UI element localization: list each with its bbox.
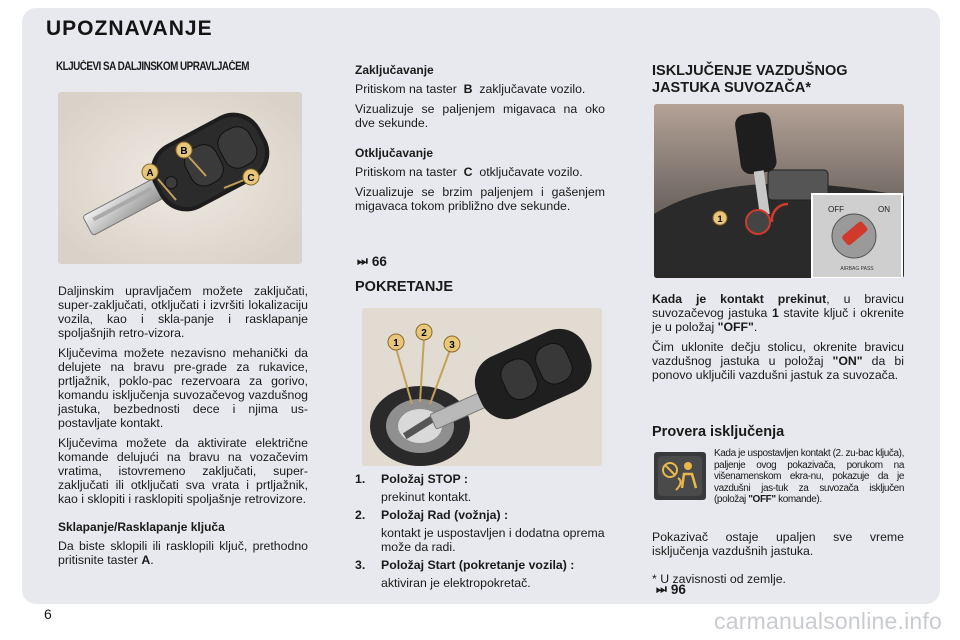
unlock-visual-text: Vizualizuje se brzim paljenjem i gašenjem migavaca tokom približno dve sekunde. bbox=[355, 185, 605, 213]
lock-heading: Zaključavanje bbox=[355, 63, 434, 77]
fold-key-heading: Sklapanje/Rasklapanje ključa bbox=[58, 520, 225, 534]
airbag-lock-label: 1 bbox=[717, 214, 723, 224]
airbag-off-instructions: Kada je kontakt prekinut, u bravicu suvozačevog jastuka 1 stavite ključ i okrenite je u položaj "OFF". bbox=[652, 292, 905, 334]
indicator-text: Pokazivač ostaje upaljen sve vreme isključenja vazdušnih jastuka. bbox=[652, 530, 904, 558]
start-heading: POKRETANJE bbox=[355, 279, 454, 295]
watermark: carmanualsonline.info bbox=[714, 608, 942, 634]
fold-key-button-ref: A bbox=[141, 553, 151, 567]
unlock-button-ref: C bbox=[463, 165, 473, 179]
airbag-heading: ISKLJUČENJE VAZDUŠNOG JASTUKA SUVOZAČA* bbox=[652, 63, 848, 96]
list-item: 1. Položaj STOP : prekinut kontakt. bbox=[355, 472, 472, 504]
unlock-heading: Otključavanje bbox=[355, 146, 434, 160]
double-arrow-icon: ⏭ bbox=[656, 582, 667, 596]
ignition-image bbox=[362, 308, 602, 466]
list-item: 2. Položaj Rad (vožnja) : kontakt je uspostavljen i dodatna oprema može da radi. bbox=[355, 508, 605, 554]
footnote: * U zavisnosti od zemlje. bbox=[652, 572, 786, 586]
check-section bbox=[652, 424, 904, 441]
page-number: 6 bbox=[44, 606, 52, 622]
indicator-text-block bbox=[652, 530, 904, 592]
ignition-label-3: 3 bbox=[449, 340, 455, 351]
airbag-section bbox=[652, 63, 892, 97]
key-label-a: A bbox=[146, 168, 154, 179]
keys-mechanical-text: Ključevima možete nezavisno mehanički da delujete na bravu pre-grade za rukavice, prtljažnik, poklo-pac rezervoara za gorivo, komandu isključenja suvozačevog vazdušnog jastuka, bezbednosti dece i njima us-postavljate kontakt. bbox=[58, 346, 308, 430]
left-column bbox=[58, 284, 308, 573]
key-label-c: C bbox=[247, 173, 255, 184]
list-item: 3. Položaj Start (pokretanje vozila) : aktiviran je elektropokretač. bbox=[355, 558, 575, 590]
ignition-label-2: 2 bbox=[421, 328, 427, 339]
check-heading: Provera isključenja bbox=[652, 424, 785, 440]
start-section bbox=[355, 279, 605, 296]
airbag-warning-icon bbox=[654, 452, 706, 500]
airbag-on-label: ON bbox=[878, 205, 890, 214]
section-heading-keys: KLJUČEVI SA DALJINSKOM UPRAVLJAČEM bbox=[56, 61, 249, 73]
airbag-switch-image bbox=[654, 104, 904, 278]
page-reference-66[interactable]: ⏭ 66 bbox=[357, 254, 387, 269]
remote-intro-text: Daljinskim upravljačem možete zaključati, super-zaključati, otključati i izvršiti lokalizaciju vozila, kao i skla-panje i rasklapanje spoljašnjih retro-vizora. bbox=[58, 284, 308, 340]
keys-electric-text: Ključevima možete da aktivirate električne komande delujući na bravu na vozačevim vratima, istovremeno zaključati, super-zaključati ili otključati sva vrata i prtljažnik, kao i sklopiti i rasklopiti spoljašnje retrovizore. bbox=[58, 436, 308, 506]
remote-key-image bbox=[58, 92, 302, 264]
airbag-pass-label: AIRBAG PASS bbox=[840, 266, 874, 272]
lock-button-ref: B bbox=[463, 82, 473, 96]
page-title: UPOZNAVANJE bbox=[46, 17, 213, 40]
airbag-on-instructions: Čim uklonite dečju stolicu, okrenite bravicu vazdušnog jastuka u položaj "ON" da bi ponovo uključili vazdušni jastuk za suvozača. bbox=[652, 340, 904, 382]
airbag-off-label: OFF bbox=[828, 205, 844, 214]
unlock-text: Pritiskom na taster C otključavate vozilo. bbox=[355, 165, 583, 179]
right-column bbox=[652, 292, 904, 388]
check-note: Kada je uspostavljen kontakt (2. zu-bac ključa), paljenje ovog pokazivača, porukom na višenamenskom ekra-nu, pokazuje da je vazdušni jas-tuk za suvozača isključen (položaj "OFF" komande). bbox=[714, 448, 904, 505]
ignition-positions bbox=[355, 472, 605, 594]
ignition-label-1: 1 bbox=[393, 338, 399, 349]
lock-text: Pritiskom na taster B zaključavate vozilo. bbox=[355, 82, 586, 96]
lock-visual-text: Vizualizuje se paljenjem migavaca na oko dve sekunde. bbox=[355, 102, 605, 130]
page-reference-96[interactable]: ⏭ 96 bbox=[656, 582, 686, 597]
middle-column bbox=[355, 63, 605, 219]
double-arrow-icon: ⏭ bbox=[357, 254, 368, 268]
fold-key-text: Da biste sklopili ili rasklopili ključ, prethodno pritisnite taster A. bbox=[58, 539, 308, 567]
key-label-b: B bbox=[180, 146, 188, 157]
